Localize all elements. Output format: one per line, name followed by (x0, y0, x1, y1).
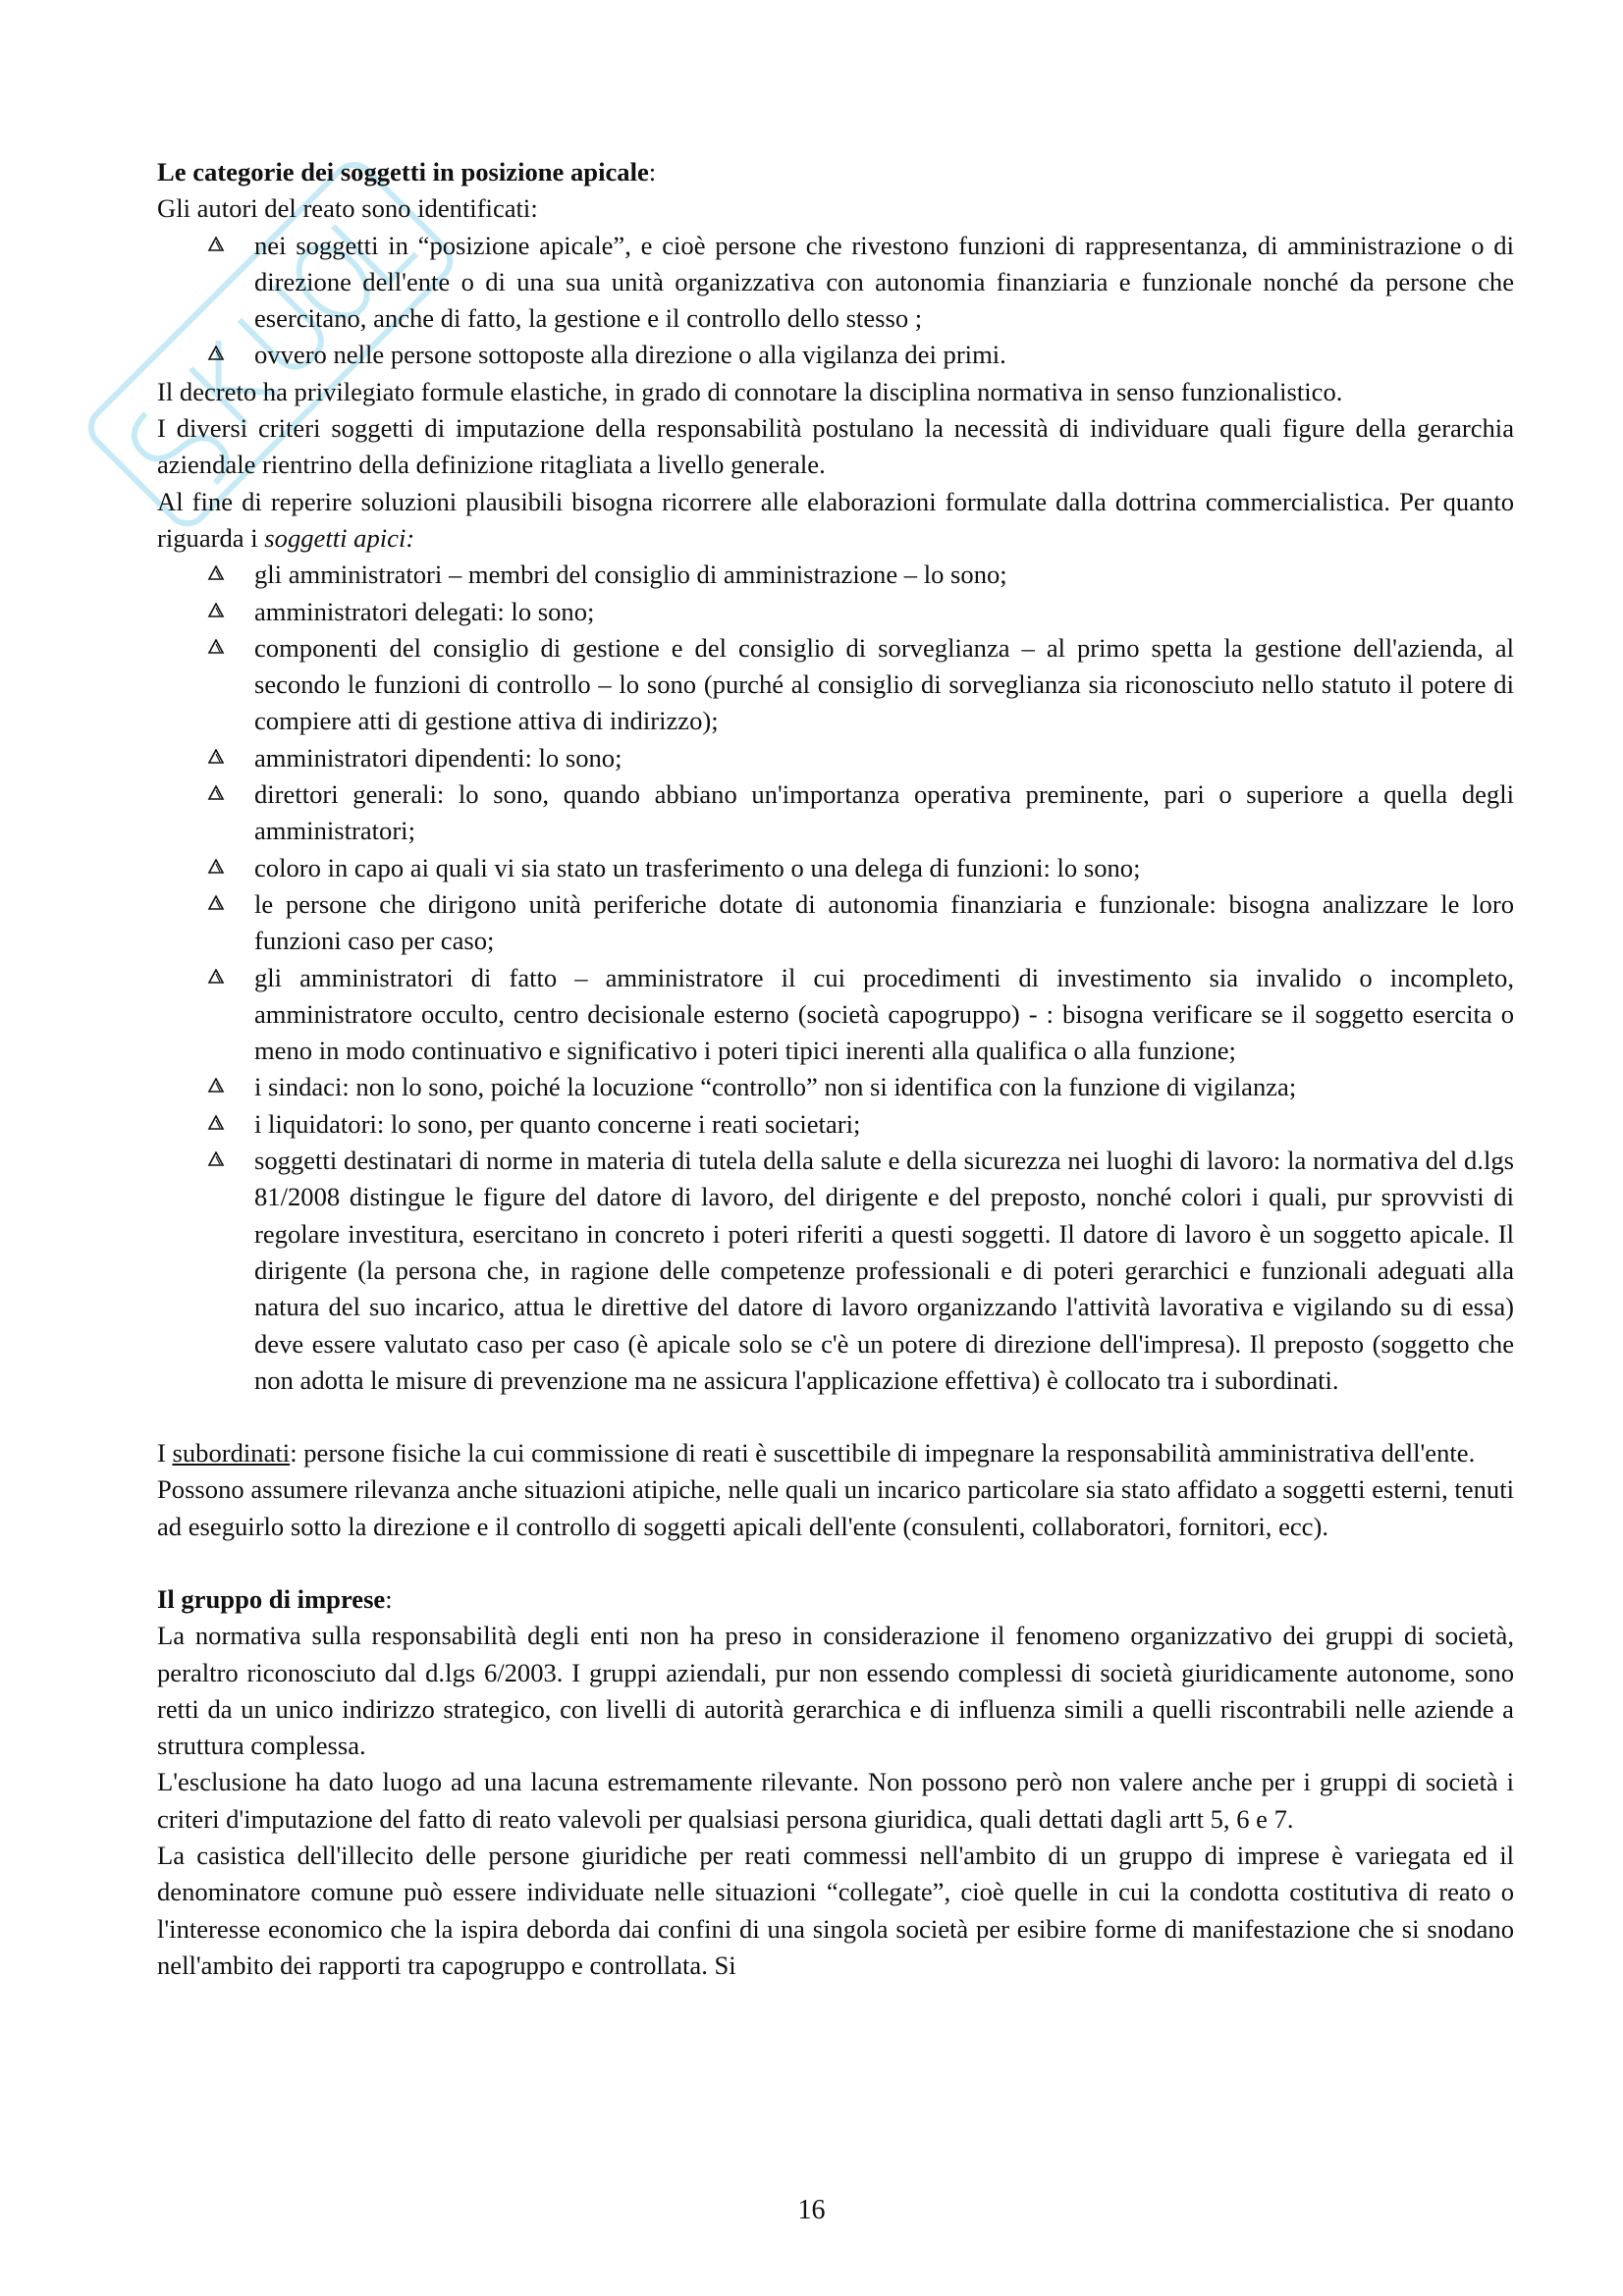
list-item: ovvero nelle persone sottoposte alla direzione o alla vigilanza dei primi. (254, 337, 1514, 373)
bullet-icon (207, 337, 229, 373)
list-item: componenti del consiglio di gestione e del consiglio di sorveglianza – al primo spetta la gestione dell'azienda, al secondo le funzioni di controllo – lo sono (purché al consiglio di sorveglianza sia riconosciuto nello statuto il potere di compiere atti di gestione attiva di indirizzo); (254, 630, 1514, 740)
bullet-icon (207, 630, 229, 667)
paragraph: Possono assumere rilevanza anche situazioni atipiche, nelle quali un incarico particolare sia stato affidato a soggetti esterni, tenuti ad eseguirlo sotto la direzione e il controllo di soggetti apicali dell'ente (consulenti, collaboratori, fornitori, ecc). (157, 1474, 1514, 1541)
list-item: i sindaci: non lo sono, poiché la locuzione “controllo” non si identifica con la funzione di vigilanza; (254, 1069, 1514, 1105)
emphasis-soggetti-apici: soggetti apici: (264, 522, 415, 553)
list-item: amministratori dipendenti: lo sono; (254, 740, 1514, 776)
bullet-list-autori (157, 228, 1514, 374)
document-page (157, 154, 1514, 1984)
paragraph: Al fine di reperire soluzioni plausibili bisogna ricorrere alle elaborazioni formulate dalla dottrina commercialistica. Per quanto riguarda i soggetti apici: (157, 486, 1514, 553)
bullet-icon (207, 850, 229, 886)
paragraph: Gli autori del reato sono identificati: (157, 193, 538, 224)
bullet-icon (207, 557, 229, 593)
list-item: amministratori delegati: lo sono; (254, 594, 1514, 630)
bullet-list-apici (157, 557, 1514, 1399)
spacer (157, 1399, 1514, 1435)
bullet-icon (207, 776, 229, 813)
paragraph-subordinati: I subordinati: persone fisiche la cui commissione di reati è suscettibile di impegnare la responsabilità amministrativa dell'ente. (157, 1438, 1476, 1468)
paragraph: L'esclusione ha dato luogo ad una lacuna estremamente rilevante. Non possono però non valere anche per i gruppi di società i criteri d'imputazione del fatto di reato valevoli per qualsiasi persona giuridica, quali dettati dagli artt 5, 6 e 7. (157, 1767, 1514, 1834)
section-heading-apicali: Le categorie dei soggetti in posizione apicale: (157, 157, 657, 187)
bullet-icon (207, 594, 229, 630)
bullet-icon (207, 886, 229, 923)
bullet-icon (207, 1106, 229, 1143)
page-number: 16 (797, 2195, 826, 2225)
bullet-icon (207, 740, 229, 776)
list-item: le persone che dirigono unità periferiche dotate di autonomia finanziaria e funzionale: bisogna analizzare le loro funzioni caso per caso; (254, 886, 1514, 960)
heading-text: Il gruppo di imprese (157, 1583, 386, 1614)
heading-text: Le categorie dei soggetti in posizione apicale (157, 157, 649, 187)
bullet-icon (207, 228, 229, 264)
bullet-icon (207, 1069, 229, 1105)
spacer (157, 1545, 1514, 1581)
bullet-icon (207, 960, 229, 996)
list-item: i liquidatori: lo sono, per quanto concerne i reati societari; (254, 1106, 1514, 1143)
list-item: nei soggetti in “posizione apicale”, e cioè persone che rivestono funzioni di rappresentanza, di amministrazione o di direzione dell'ente o di una sua unità organizzativa con autonomia finanziaria e funzionale nonché da persone che esercitano, anche di fatto, la gestione e il controllo dello stesso ; (254, 228, 1514, 338)
paragraph: Il decreto ha privilegiato formule elastiche, in grado di connotare la disciplina normativa in senso funzionalistico. (157, 376, 1343, 406)
bullet-icon (207, 1143, 229, 1179)
section-heading-gruppo: Il gruppo di imprese: (157, 1583, 393, 1614)
list-item: gli amministratori di fatto – amministratore il cui procedimenti di investimento sia invalido o incompleto, amministratore occulto, centro decisionale esterno (società capogruppo) - : bisogna verificare se il soggetto esercita o meno in modo continuativo e significativo i poteri tipici inerenti alla qualifica o alla funzione; (254, 960, 1514, 1070)
list-item: direttori generali: lo sono, quando abbiano un'importanza operativa preminente, pari o superiore a quella degli amministratori; (254, 776, 1514, 850)
underlined-term: subordinati (172, 1438, 291, 1468)
paragraph: La normativa sulla responsabilità degli enti non ha preso in considerazione il fenomeno organizzativo dei gruppi di società, peraltro riconosciuto dal d.lgs 6/2003. I gruppi aziendali, pur non essendo complessi di società giuridicamente autonome, sono retti da un unico indirizzo strategico, con livelli di autorità gerarchica e di influenza simili a quelli riscontrabili nelle aziende a struttura complessa. (157, 1621, 1514, 1761)
paragraph: I diversi criteri soggetti di imputazione della responsabilità postulano la necessità di individuare quali figure della gerarchia aziendale rientrino della definizione ritagliata a livello generale. (157, 413, 1514, 480)
paragraph: La casistica dell'illecito delle persone giuridiche per reati commessi nell'ambito di un gruppo di imprese è variegata ed il denominatore comune può essere individuate nelle situazioni “collegate”, cioè quelle in cui la condotta costitutiva di reato o l'interesse economico che la ispira deborda dai confini di una singola società per esibire forme di manifestazione che si snodano nell'ambito dei rapporti tra capogruppo e controllata. Si (157, 1841, 1514, 1980)
list-item: gli amministratori – membri del consiglio di amministrazione – lo sono; (254, 557, 1514, 593)
list-item: coloro in capo ai quali vi sia stato un trasferimento o una delega di funzioni: lo sono; (254, 850, 1514, 886)
list-item: soggetti destinatari di norme in materia di tutela della salute e della sicurezza nei luoghi di lavoro: la normativa del d.lgs 81/2008 distingue le figure del datore di lavoro, del dirigente e del preposto, nonché colori i quali, pur sprovvisti di regolare investitura, esercitano in concreto i poteri riferiti a questi soggetti. Il datore di lavoro è un soggetto apicale. Il dirigente (la persona che, in ragione delle competenze professionali e di poteri gerarchici e funzionali adeguati alla natura del suo incarico, attua le direttive del datore di lavoro organizzando l'attività lavorativa e vigilando su di essa) deve essere valutato caso per caso (è apicale solo se c'è un potere di direzione dell'impresa). Il preposto (soggetto che non adotta le misure di prevenzione ma ne assicura l'applicazione effettiva) è collocato tra i subordinati. (254, 1143, 1514, 1399)
